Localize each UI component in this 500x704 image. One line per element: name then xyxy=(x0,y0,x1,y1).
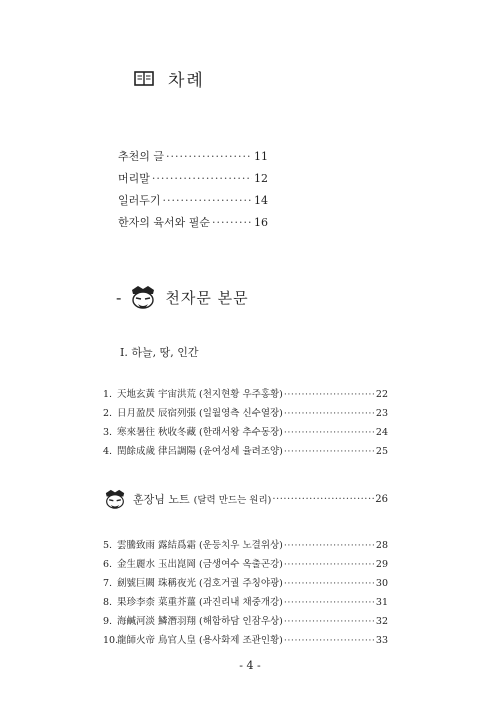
entry-page: 12 xyxy=(254,172,268,185)
entry-page: 26 xyxy=(375,493,388,505)
entry-number: 8. xyxy=(103,597,113,608)
dot-leader xyxy=(163,190,252,212)
dot-leader xyxy=(284,404,375,423)
entry-label: 일러두기 xyxy=(118,194,161,207)
dot-leader xyxy=(284,593,375,612)
dot-leader xyxy=(284,612,375,631)
teacher-face-icon xyxy=(103,489,127,509)
entry-page: 28 xyxy=(375,540,388,551)
toc-entry[interactable] xyxy=(118,168,268,190)
dot-leader xyxy=(152,168,252,190)
dot-leader xyxy=(284,631,375,650)
entry-number: 7. xyxy=(103,578,113,589)
dot-leader xyxy=(284,423,375,442)
toc-entry[interactable] xyxy=(103,631,388,650)
dot-leader xyxy=(284,442,375,461)
dot-leader xyxy=(284,574,375,593)
dash-mark: - xyxy=(116,287,122,307)
entry-number: 10. xyxy=(103,635,119,646)
entry-label: 추천의 글 xyxy=(118,150,165,163)
toc-entry[interactable] xyxy=(103,385,388,404)
entry-label: 閏餘成歲 律呂調陽 (윤여성세 율려조양) xyxy=(117,446,283,457)
entry-page: 33 xyxy=(375,635,388,646)
entry-page: 29 xyxy=(375,559,388,570)
section-title: 천자문 본문 xyxy=(165,288,249,307)
entry-page: 32 xyxy=(375,616,388,627)
toc-entry[interactable] xyxy=(103,423,388,442)
note-title: 훈장님 노트 xyxy=(133,493,190,506)
toc-entry[interactable] xyxy=(118,146,268,168)
entry-label: 劍號巨闕 珠稱夜光 (검호거궐 주칭야광) xyxy=(117,578,283,589)
page-number: - 4 - xyxy=(239,659,261,672)
entry-page: 25 xyxy=(375,446,388,457)
entry-label: 龍師火帝 鳥官人皇 (용사화제 조관인황) xyxy=(117,635,283,646)
dot-leader xyxy=(284,555,375,574)
book-icon xyxy=(134,71,154,87)
page-title: 차례 xyxy=(168,71,205,91)
entry-page: 22 xyxy=(375,389,388,400)
toc-entry[interactable] xyxy=(118,212,268,234)
section-heading xyxy=(116,285,249,309)
toc-entry[interactable] xyxy=(103,612,388,631)
intro-list xyxy=(118,146,268,234)
entry-label: 한자의 육서와 필순 xyxy=(118,216,211,229)
entry-page: 24 xyxy=(375,427,388,438)
entry-label: 金生麗水 玉出崑岡 (금생여수 옥출곤강) xyxy=(117,559,283,570)
entry-number: 5. xyxy=(103,540,113,551)
dot-leader xyxy=(166,146,252,168)
note-subtitle: (달력 만드는 원리) xyxy=(193,495,272,506)
teacher-face-icon xyxy=(129,285,157,309)
toc-entry[interactable] xyxy=(103,555,388,574)
teacher-note-entry[interactable] xyxy=(103,489,388,509)
entry-number: 4. xyxy=(103,446,113,457)
entry-label: 海鹹河淡 鱗潛羽翔 (해함하담 인잠우상) xyxy=(117,616,283,627)
entry-page: 30 xyxy=(375,578,388,589)
entry-page: 23 xyxy=(375,408,388,419)
entry-number: 6. xyxy=(103,559,113,570)
entry-number: 1. xyxy=(103,389,113,400)
toc-entry[interactable] xyxy=(103,574,388,593)
dot-leader xyxy=(284,385,375,404)
toc-heading xyxy=(134,66,205,91)
entry-page: 14 xyxy=(254,194,268,207)
toc-entry[interactable] xyxy=(103,442,388,461)
entry-label: 日月盈昃 辰宿列張 (일월영측 신수열장) xyxy=(117,408,283,419)
entry-label: 果珍李柰 菜重芥薑 (과진리내 채중개강) xyxy=(117,597,283,608)
part-title: I. 하늘, 땅, 인간 xyxy=(120,346,199,359)
dot-leader xyxy=(272,494,374,505)
entry-page: 11 xyxy=(254,150,268,163)
entry-number: 3. xyxy=(103,427,113,438)
entry-page: 31 xyxy=(375,597,388,608)
toc-entry[interactable] xyxy=(103,404,388,423)
dot-leader xyxy=(284,536,375,555)
entry-label: 머리말 xyxy=(118,172,150,185)
entry-list xyxy=(103,536,388,650)
toc-entry[interactable] xyxy=(118,190,268,212)
entry-page: 16 xyxy=(254,216,268,229)
entry-number: 9. xyxy=(103,616,113,627)
entry-label: 寒來暑往 秋收冬藏 (한래서왕 추수동장) xyxy=(117,427,283,438)
entry-number: 2. xyxy=(103,408,113,419)
entry-label: 雲騰致雨 露結爲霜 (운등치우 노결위상) xyxy=(117,540,283,551)
toc-entry[interactable] xyxy=(103,593,388,612)
entry-label: 天地玄黃 宇宙洪荒 (천지현황 우주홍황) xyxy=(117,389,283,400)
toc-entry[interactable] xyxy=(103,536,388,555)
dot-leader xyxy=(212,212,252,234)
entry-list xyxy=(103,385,388,461)
